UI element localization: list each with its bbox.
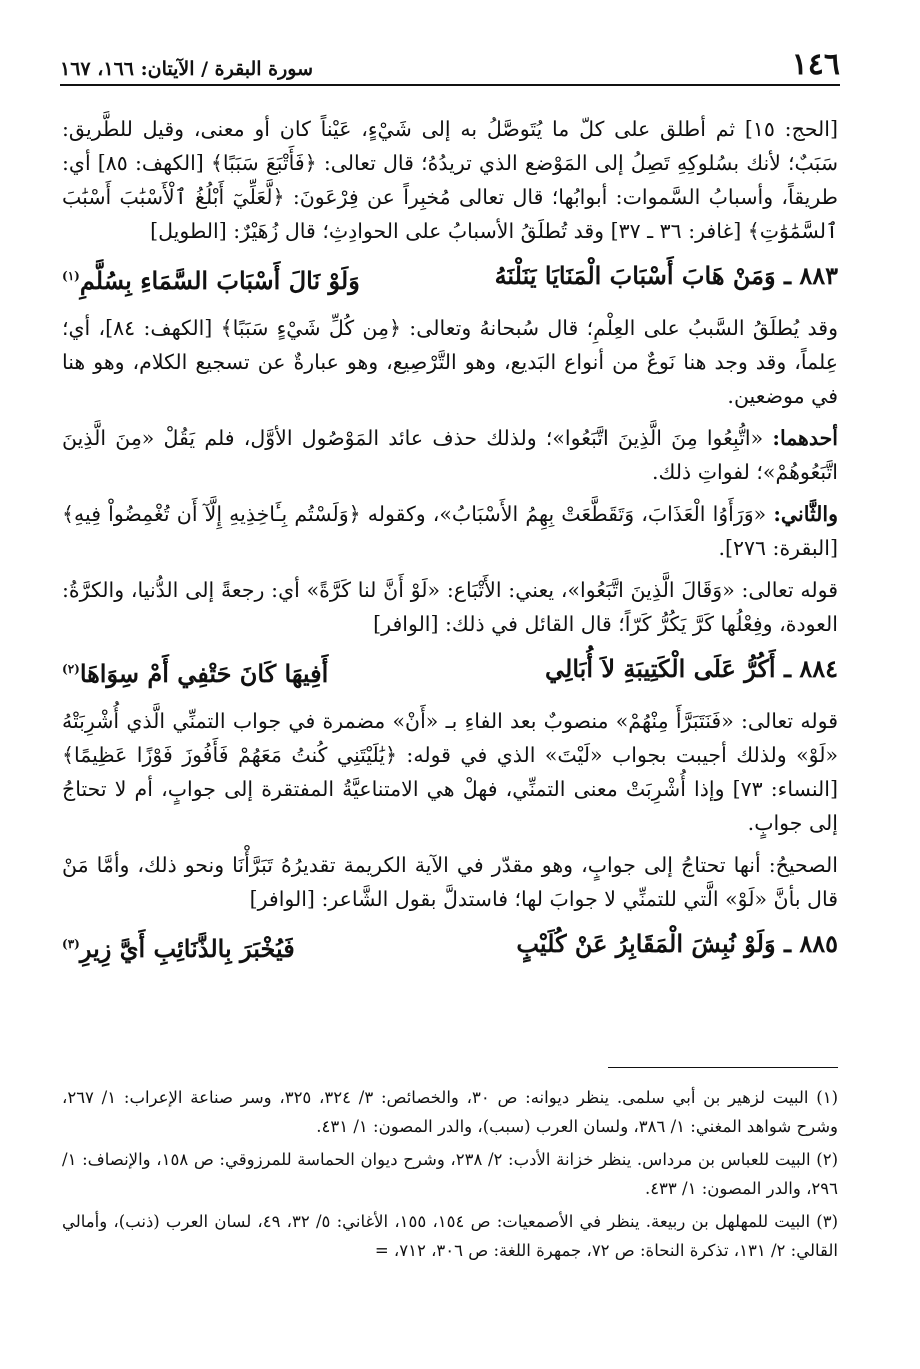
verse-first-hemistich [545,649,838,694]
verse-number: ٨٨٥ ـ [783,929,838,958]
running-title: سورة البقرة / الآيتان: ١٦٦، ١٦٧ [60,58,314,80]
footnote-ref: (٢) [62,662,80,676]
verse-number: ٨٨٤ ـ [783,654,838,683]
poetry-verse-883 [62,256,838,301]
footnote: (٢) البيت للعباس بن مرداس. ينظر خزانة الأدب: ٢/ ٢٣٨، وشرح ديوان الحماسة للمرزوقي: ص ١٥٨، والإنصاف: ١/ ٢٩٦، والدر المصون: ١/ ٤٣٣. [62,1150,838,1198]
paragraph-text: «وَرَأَوُا الْعَذَابَ، وَتَقَطَّعَتْ بِهِمُ الأَسْبَابُ»، وكقوله ﴿وَلَسْتُم بِـَٔاخِذِيهِ إِلَّآ أَن تُغْمِضُواْ فِيهِ﴾ [البقرة: ٢٧٦]. [62,502,838,560]
paragraph: وقد يُطلَقُ السَّببُ على العِلْمِ؛ قال سُبحانهُ وتعالى: ﴿مِن كُلِّ شَيْءٍ سَبَبًا﴾ [الكهف: ٨٤]، أي؛ عِلماً، وقد وجد هنا نَوعٌ من أنواع البَديع، وهو التَّرْصِيع، وهو عبارةٌ عن تسجيع الكلام، وهو هنا في موضعين. [62,316,838,408]
footnotes [62,1083,838,1269]
verse-text: فَيُخْبَرَ بِالذَّنَائِبِ أَيَّ زِيرِ [79,934,295,963]
page-header [60,36,840,86]
paragraph [62,421,838,489]
paragraph [62,497,838,565]
paragraph: قوله تعالى: «فَنَتَبَرَّأَ مِنْهُمْ» منصوبٌ بعد الفاءِ بـ «أَنْ» مضمرة في جواب التمنِّي الَّذي أُشْرِبَتْهُ «لَوْ» ولذلك أجيبت بجواب «لَيْتَ» الذي في قوله: ﴿يَٰلَيْتَنِي كُنتُ مَعَهُمْ فَأَفُوزَ فَوْزًا عَظِيمًا﴾ [النساء: ٧٣] وإذا أُشْرِبَتْ معنى التمنِّي، فهلْ هي الامتناعيَّةُ المفتقرة إلى جوابٍ، أم لا تحتاجُ إلى جوابٍ. [62,709,838,835]
paragraph-lead: والثَّاني: [773,502,838,526]
footnote-divider [608,1067,838,1068]
paragraph: الصحيحُ: أنها تحتاجُ إلى جوابٍ، وهو مقدّر في الآية الكريمة تقديرُهُ تَبَرَّأْنَا ونحو ذلك، وأمَّا مَنْ قال بأنَّ «لَوْ» الَّتي للتمنِّي لا جوابَ لها؛ فاستدلَّ بقول الشَّاعر: [الوافر] [62,853,838,911]
footnote-ref: (١) [62,269,80,283]
footnote: (٣) البيت للمهلهل بن ربيعة. ينظر في الأصمعيات: ص ١٥٤، ١٥٥، الأغاني: ٥/ ٣٢، ٤٩، لسان العرب (ذنب)، وأمالي القالي: ٢/ ١٣١، تذكرة النحاة: ص ٧٢، جمهرة اللغة: ص ٣٠٦، ٧١٢، = [62,1212,839,1260]
verse-text: وَمَنْ هَابَ أَسْبَابَ الْمَنَايَا يَنَلْنَهُ [494,261,776,290]
poetry-verse-884 [62,649,838,694]
verse-number: ٨٨٣ ـ [783,261,838,290]
verse-second-hemistich [62,924,295,969]
verse-second-hemistich [62,649,328,694]
paragraph-text: «اتُّبِعُوا مِنَ الَّذِينَ اتَّبَعُوا»؛ ولذلك حذف عائد المَوْصُول الأوَّل، فلم يَقُلْ «مِنَ الَّذِينَ اتَّبَعُوهُمْ»؛ لفواتِ ذلك. [62,426,838,484]
verse-text: أَفِيهَا كَانَ حَتْفِي أَمْ سِوَاهَا [79,659,329,688]
poetry-verse-885 [62,924,838,969]
verse-second-hemistich [62,256,360,301]
verse-text: وَلَوْ نَالَ أَسْبَابَ السَّمَاءِ بِسُلَّمِ [79,266,360,295]
paragraph: قوله تعالى: «وَقَالَ الَّذِينَ اتَّبَعُوا»، يعني: الأَتْبَاع: «لَوْ أَنَّ لنا كَرَّةً» أي: رجعةً إلى الدُّنيا، والكرَّةُ: العودة، وفِعْلُها كَرَّ يَكُرُّ كَرّاً؛ قال القائل في ذلك: [الوافر] [62,578,838,636]
paragraph-lead: أحدهما: [772,426,838,450]
footnote: (١) البيت لزهير بن أبي سلمى. ينظر ديوانه: ص ٣٠، والخصائص: ٣/ ٣٢٤، ٣٢٥، وسر صناعة الإعراب: ١/ ٢٦٧، وشرح شواهد المغني: ١/ ٣٨٦، ولسان العرب (سبب)، والدر المصون: ١/ ٤٣١. [62,1088,839,1136]
verse-first-hemistich [516,924,838,969]
main-text [62,112,838,979]
page-number: ١٤٦ [791,47,840,82]
footnote-ref: (٣) [62,937,80,951]
verse-text: أَكُرُّ عَلَى الْكَتِيبَةِ لاَ أُبَالِي [545,654,776,683]
verse-first-hemistich [495,256,838,301]
paragraph: [الحج: ١٥] ثم أطلق على كلّ ما يُتَوصَّلُ به إلى شَيْءٍ، عَيْناً كان أو معنى، وقيل للطَّريق: سَبَبٌ؛ لأنك بسُلوكِهِ تَصِلُ إلى المَوْضع الذي تريدُهُ؛ قال تعالى: ﴿فَأَتْبَعَ سَبَبًا﴾ [الكهف: ٨٥] أي: طريقاً، وأسبابُ السَّموات: أبوابُها؛ قال تعالى مُخبِراً عن فِرْعَونَ: ﴿لَّعَلِّيٓ أَبْلُغُ ٱلْأَسْبَٰبَ أَسْبَٰبَ ٱلسَّمَٰوَٰتِ﴾ [غافر: ٣٦ ـ ٣٧] وقد تُطلَقُ الأسبابُ على الحوادِثِ؛ قال زُهَيْرٌ: [الطويل] [62,117,838,243]
verse-text: وَلَوْ نُبِشَ الْمَقَابِرُ عَنْ كُلَيْبٍ [516,929,776,958]
